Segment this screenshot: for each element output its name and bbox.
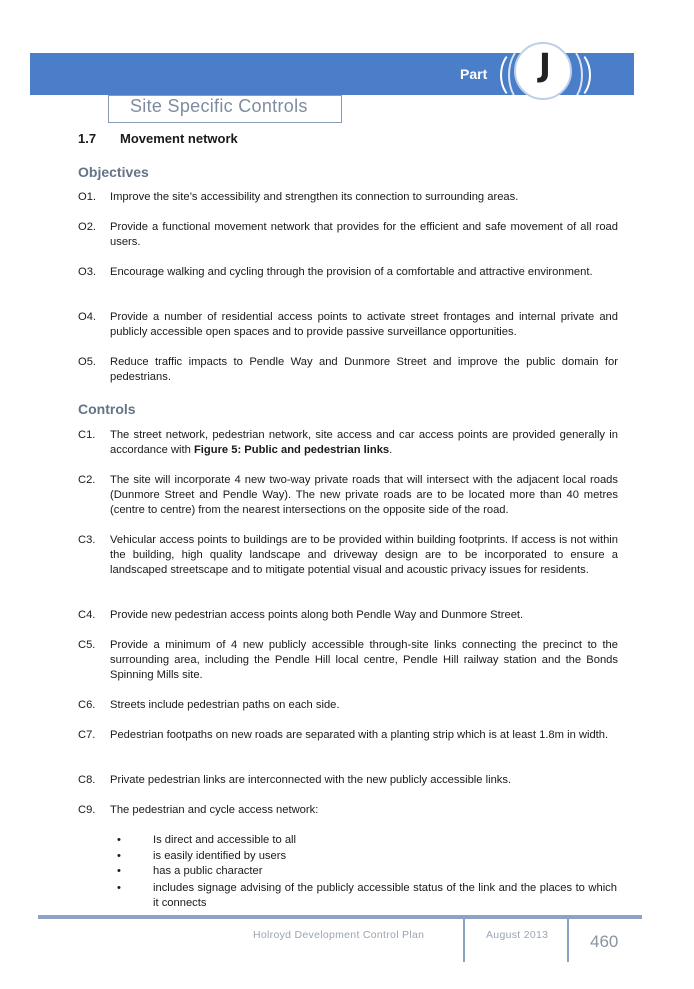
item-code: C6.: [78, 699, 96, 711]
objectives-heading: Objectives: [78, 164, 149, 180]
item-text: Pedestrian footpaths on new roads are separated with a planting strip which is at least 1.8m in width.: [110, 729, 609, 741]
bullet-item: [117, 849, 617, 864]
controls-heading: Controls: [78, 401, 136, 417]
control-item: [78, 728, 618, 743]
section-title: [78, 131, 238, 146]
item-text: Provide a minimum of 4 new publicly accessible through-site links connecting the precinct to the surrounding area, including the Pendle Hill local centre, Pendle Hill railway station and the Bonds Spinning Mills site.: [110, 639, 618, 681]
item-code: O3.: [78, 266, 97, 278]
section-title-text: Movement network: [120, 131, 238, 146]
item-code: C1.: [78, 429, 96, 441]
item-code: O1.: [78, 191, 97, 203]
bullet-text: is easily identified by users: [153, 850, 287, 862]
bullet-text: Is direct and accessible to all: [153, 834, 297, 846]
item-text-lead: The street network, pedestrian network, site access and car access points are provided generally in accordance with: [110, 429, 618, 456]
item-code: O2.: [78, 221, 97, 233]
bullet-item: [117, 833, 617, 848]
item-code: C9.: [78, 804, 96, 816]
item-text: Improve the site’s accessibility and strengthen its connection to surrounding areas.: [110, 191, 519, 203]
item-code: C7.: [78, 729, 96, 741]
figure-reference: Figure 5: Public and pedestrian links: [193, 444, 390, 456]
item-code: C3.: [78, 534, 96, 546]
footer-date: August 2013: [486, 929, 549, 941]
item-code: C2.: [78, 474, 96, 486]
item-text: [110, 428, 618, 458]
item-code: C8.: [78, 774, 96, 786]
control-item: [78, 608, 618, 623]
bullet-symbol: •: [117, 834, 121, 846]
item-text: Streets include pedestrian paths on each side.: [110, 699, 340, 711]
footer-rule: [38, 915, 642, 919]
bullet-item: [117, 881, 617, 911]
item-code: O5.: [78, 356, 97, 368]
part-label: Part: [460, 66, 488, 82]
item-text: Provide a functional movement network that provides for the efficient and safe movement of all road users.: [110, 221, 618, 248]
objective-item: [78, 265, 618, 280]
footer-plan-title: Holroyd Development Control Plan: [253, 929, 425, 941]
item-text: Provide new pedestrian access points along both Pendle Way and Dunmore Street.: [110, 609, 524, 621]
item-text: Encourage walking and cycling through the provision of a comfortable and attractive environment.: [110, 266, 593, 278]
control-item: [78, 428, 618, 458]
section-label: Site Specific Controls: [130, 96, 308, 116]
item-text: The pedestrian and cycle access network:: [110, 804, 319, 816]
control-item: [78, 533, 618, 578]
control-item: [78, 803, 618, 818]
section-number: 1.7: [78, 131, 97, 146]
bullet-text: includes signage advising of the publicly accessible status of the link and the places to which it connects: [153, 882, 617, 909]
objective-item: [78, 310, 618, 340]
objective-item: [78, 220, 618, 250]
footer-separator: [567, 918, 569, 962]
bullet-text: has a public character: [153, 865, 263, 877]
bullet-item: [117, 864, 617, 879]
bullet-symbol: •: [117, 882, 121, 894]
control-item: [78, 773, 618, 788]
bullet-symbol: •: [117, 850, 121, 862]
control-item: [78, 473, 618, 518]
item-text: Vehicular access points to buildings are to be provided within building footprints. If access is not within the building, high quality landscape and driveway design are to be incorporated to ensure a landscaped streetscape and to mitigate potential visual and acoustic privacy issues for residents.: [110, 534, 618, 576]
part-letter: J: [539, 46, 551, 84]
item-text: Private pedestrian links are interconnected with the new publicly accessible links.: [110, 774, 512, 786]
item-text: Reduce traffic impacts to Pendle Way and Dunmore Street and improve the public domain for pedestrians.: [110, 356, 618, 383]
item-code: C4.: [78, 609, 96, 621]
item-code: C5.: [78, 639, 96, 651]
objective-item: [78, 355, 618, 385]
item-text-end: .: [389, 444, 393, 456]
bullet-symbol: •: [117, 865, 121, 877]
footer-separator: [463, 918, 465, 962]
objective-item: [78, 190, 618, 205]
control-item: [78, 638, 618, 683]
item-text: Provide a number of residential access points to activate street frontages and internal private and publicly accessible open spaces and to provide passive surveillance opportunities.: [110, 311, 618, 338]
item-code: O4.: [78, 311, 97, 323]
item-text: The site will incorporate 4 new two-way private roads that will intersect with the adjacent local roads (Dunmore Street and Pendle Way). The new private roads are to be located more than 40 metres (centre to centre) from the nearest intersections on the opposite side of the road.: [110, 474, 618, 516]
control-item: [78, 698, 618, 713]
page-number: 460: [590, 932, 619, 951]
